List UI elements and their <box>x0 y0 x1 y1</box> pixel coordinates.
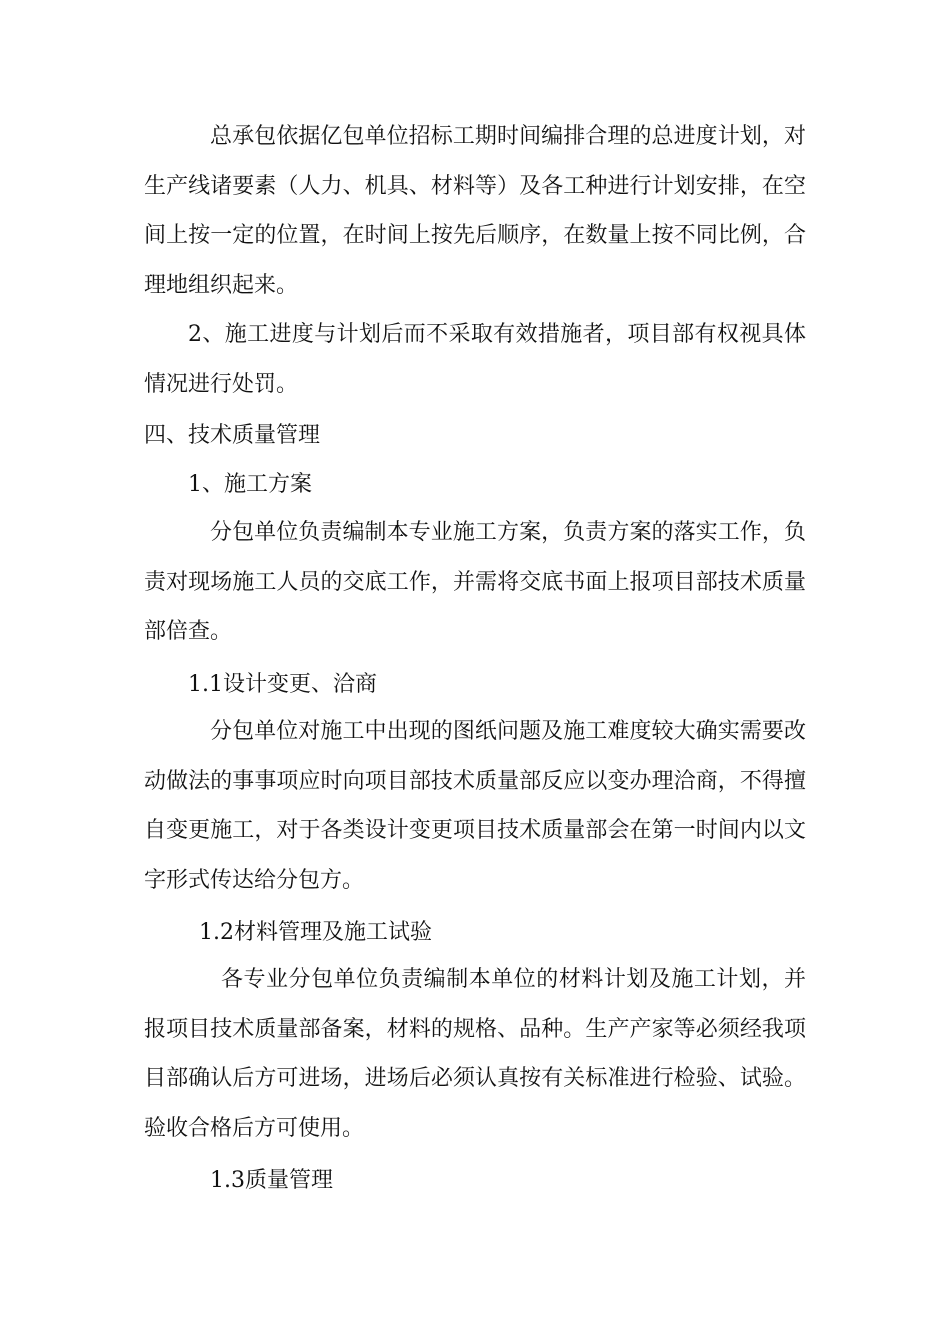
paragraph-progress-plan: 总承包依据亿包单位招标工期时间编排合理的总进度计划，对生产线诸要素（人力、机具、材料等）及各工种进行计划安排，在空间上按一定的位置，在时间上按先后顺序，在数量上按不同比例，合理地组织起来。 <box>144 124 806 298</box>
section-heading-quality-management: 四、技术质量管理 <box>144 423 321 448</box>
paragraph-penalty: 2、施工进度与计划后而不采取有效措施者，项目部有权视具体情况进行处罚。 <box>144 322 806 397</box>
subheading-design-change: 1.1设计变更、洽商 <box>188 672 377 697</box>
paragraph-design-change: 分包单位对施工中出现的图纸问题及施工难度较大确实需要改动做法的事事项应时向项目部技术质量部反应以变办理洽商，不得擅自变更施工，对于各类设计变更项目技术质量部会在第一时间内以文字形式传达给分包方。 <box>144 719 806 893</box>
paragraph-construction-plan: 分包单位负责编制本专业施工方案，负责方案的落实工作，负责对现场施工人员的交底工作，并需将交底书面上报项目部技术质量部倍查。 <box>144 520 806 644</box>
subheading-quality-management: 1.3质量管理 <box>210 1168 333 1193</box>
subheading-material-management: 1.2材料管理及施工试验 <box>199 920 432 945</box>
subheading-construction-plan: 1、施工方案 <box>188 472 312 497</box>
paragraph-material-management: 各专业分包单位负责编制本单位的材料计划及施工计划，并报项目技术质量部备案，材料的规格、品种。生产产家等必须经我项目部确认后方可进场，进场后必须认真按有关标准进行检验、试验。验收合格后方可使用。 <box>144 967 806 1141</box>
